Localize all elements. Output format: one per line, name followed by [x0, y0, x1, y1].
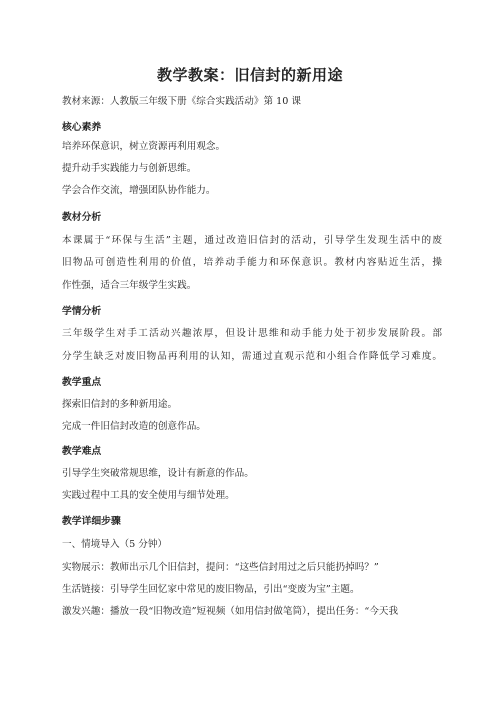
key-points-line-1: 探索旧信封的多种新用途。	[62, 399, 178, 410]
material-line-1: 本课属于“环保与生活”主题，通过改造旧信封的活动，引导学生发现生活中的废	[62, 235, 442, 246]
section-heading-steps: 教学详细步骤	[62, 516, 121, 527]
material-line-2: 旧物品可创造性利用的价值，培养动手能力和环保意识。教材内容贴近生活，操	[62, 257, 442, 268]
difficulties-line-2: 实践过程中工具的安全使用与细节处理。	[62, 490, 235, 501]
steps-line-4: 激发兴趣：播放一段“旧物改造”短视频（如用信封做笔筒），提出任务：“今天我	[62, 606, 399, 617]
section-heading-learners: 学情分析	[62, 306, 102, 317]
learners-line-2: 分学生缺乏对废旧物品再利用的认知，需通过直观示范和小组合作降低学习难度。	[62, 351, 442, 362]
section-heading-material: 教材分析	[62, 212, 102, 223]
section-heading-core: 核心素养	[62, 122, 102, 133]
section-heading-key-points: 教学重点	[62, 377, 102, 388]
steps-line-1: 一、情境导入（5 分钟）	[62, 539, 168, 550]
steps-line-3: 生活链接：引导学生回忆家中常见的废旧物品，引出“变废为宝”主题。	[62, 584, 360, 595]
material-line-3: 作性强，适合三年级学生实践。	[62, 280, 197, 291]
core-line-1: 培养环保意识，树立资源再利用观念。	[62, 141, 226, 152]
learners-line-1: 三年级学生对手工活动兴趣浓厚，但设计思维和动手能力处于初步发展阶段。部	[62, 328, 442, 339]
steps-line-2: 实物展示：教师出示几个旧信封，提问：“这些信封用过之后只能扔掉吗？”	[62, 562, 379, 573]
key-points-line-2: 完成一件旧信封改造的创意作品。	[62, 421, 206, 432]
difficulties-line-1: 引导学生突破常规思维，设计有新意的作品。	[62, 468, 254, 479]
core-line-2: 提升动手实践能力与创新思维。	[62, 163, 197, 174]
core-line-3: 学会合作交流，增强团队协作能力。	[62, 185, 216, 196]
section-heading-difficulties: 教学难点	[62, 446, 102, 457]
source-line: 教材来源：人教版三年级下册《综合实践活动》第 10 课	[62, 96, 301, 107]
document-title: 教学教案：旧信封的新用途	[156, 66, 343, 84]
